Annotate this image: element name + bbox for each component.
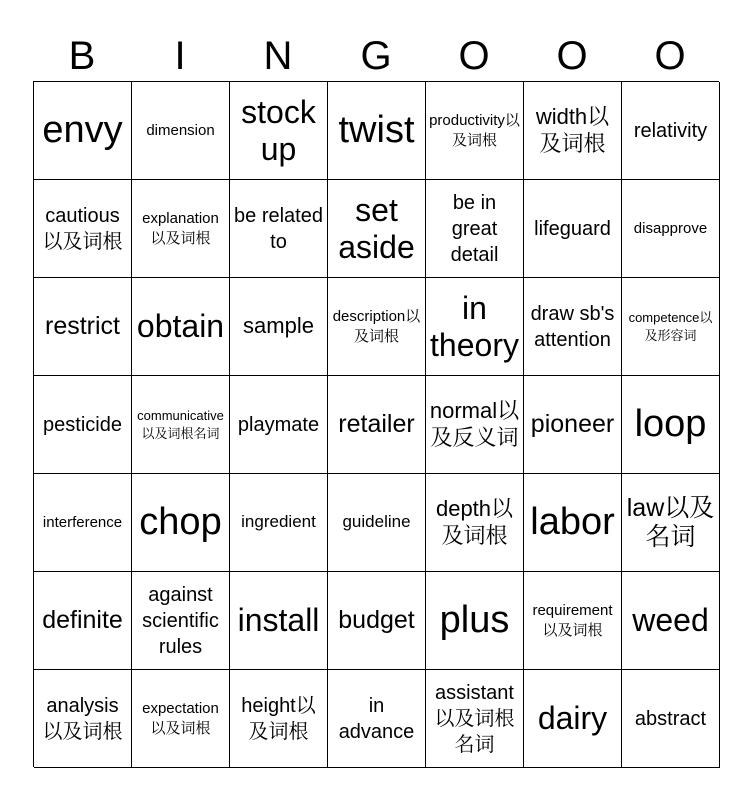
cell-text: be in great detail (450, 191, 499, 266)
cell-text: be related to (234, 204, 323, 253)
cell-text: normal以及反义词 (429, 398, 520, 450)
cell-text: width以及词根 (535, 104, 610, 156)
cell-text: ingredient (241, 512, 316, 532)
bingo-cell[interactable] (34, 180, 132, 278)
bingo-cell[interactable] (230, 572, 328, 670)
cell-text: twist (338, 108, 415, 151)
cell-text: competence以及形容词 (628, 309, 713, 343)
bingo-cell[interactable] (426, 474, 524, 572)
bingo-cell[interactable] (132, 376, 230, 474)
cell-text: description以及词根 (332, 308, 421, 345)
bingo-cell[interactable] (426, 180, 524, 278)
cell-text: law以及名词 (626, 493, 715, 551)
bingo-cell[interactable] (426, 278, 524, 376)
cell-text: in advance (338, 694, 415, 743)
bingo-cell[interactable] (622, 572, 720, 670)
cell-text: requirement以及词根 (532, 602, 613, 639)
header-letter-g: G (360, 34, 392, 78)
cell-text: dairy (537, 700, 608, 737)
cell-text: guideline (342, 512, 411, 532)
bingo-cell[interactable] (524, 572, 622, 670)
bingo-cell[interactable] (230, 82, 328, 180)
cell-text: install (237, 602, 320, 639)
cell-text: analysis以及词根 (42, 694, 123, 743)
bingo-header (33, 30, 719, 82)
bingo-cell[interactable] (132, 82, 230, 180)
bingo-cell[interactable] (328, 670, 426, 768)
bingo-cell[interactable] (524, 474, 622, 572)
bingo-cell[interactable] (34, 376, 132, 474)
cell-text: cautious以及词根 (42, 204, 123, 253)
bingo-cell[interactable] (524, 670, 622, 768)
cell-text: obtain (136, 308, 225, 345)
bingo-cell[interactable] (622, 278, 720, 376)
bingo-cell[interactable] (328, 180, 426, 278)
bingo-cell[interactable] (328, 82, 426, 180)
bingo-cell[interactable] (426, 670, 524, 768)
bingo-cell[interactable] (622, 376, 720, 474)
cell-text: budget (338, 606, 415, 635)
cell-text: envy (42, 108, 123, 151)
bingo-cell[interactable] (230, 180, 328, 278)
cell-text: stock up (241, 93, 316, 167)
bingo-cell[interactable] (230, 474, 328, 572)
bingo-cell[interactable] (328, 376, 426, 474)
bingo-cell[interactable] (426, 572, 524, 670)
header-letter-i: I (174, 34, 186, 78)
bingo-cell[interactable] (426, 376, 524, 474)
header-letter-o3: O (654, 34, 686, 78)
cell-text: pesticide (43, 413, 122, 436)
cell-text: chop (139, 500, 222, 543)
bingo-cell[interactable] (34, 82, 132, 180)
cell-text: disapprove (633, 219, 708, 237)
cell-text: definite (42, 606, 123, 635)
cell-text: restrict (45, 312, 120, 341)
cell-text: set aside (338, 191, 415, 265)
bingo-cell[interactable] (524, 180, 622, 278)
cell-text: assistant以及词根名词 (434, 681, 515, 756)
cell-text: sample (243, 313, 314, 339)
cell-text: depth以及词根 (435, 496, 514, 548)
cell-text: against scientific rules (142, 583, 219, 658)
header-letter-b: B (68, 34, 96, 78)
cell-text: weed (632, 602, 709, 639)
bingo-cell[interactable] (426, 82, 524, 180)
bingo-cell[interactable] (34, 572, 132, 670)
cell-text: draw sb's attention (530, 302, 615, 351)
cell-text: dimension (146, 121, 215, 139)
bingo-cell[interactable] (524, 278, 622, 376)
header-letter-o1: O (458, 34, 490, 78)
bingo-cell[interactable] (230, 376, 328, 474)
bingo-cell[interactable] (132, 572, 230, 670)
bingo-cell[interactable] (132, 278, 230, 376)
cell-text: labor (530, 500, 615, 543)
cell-text: retailer (338, 410, 415, 439)
bingo-cell[interactable] (622, 180, 720, 278)
cell-text: productivity以及词根 (429, 112, 520, 149)
bingo-cell[interactable] (230, 670, 328, 768)
bingo-cell[interactable] (328, 474, 426, 572)
cell-text: plus (439, 598, 510, 641)
cell-text: pioneer (530, 410, 615, 439)
cell-text: expectation以及词根 (142, 700, 219, 737)
cell-text: relativity (633, 119, 708, 142)
bingo-cell[interactable] (524, 82, 622, 180)
cell-text: communicative以及词根名词 (137, 407, 224, 441)
bingo-cell[interactable] (230, 278, 328, 376)
cell-text: interference (42, 513, 123, 531)
bingo-board (33, 81, 719, 767)
cell-text: explanation以及词根 (142, 210, 219, 247)
bingo-cell[interactable] (524, 376, 622, 474)
bingo-cell[interactable] (328, 278, 426, 376)
bingo-cell[interactable] (622, 82, 720, 180)
cell-text: lifeguard (534, 217, 611, 240)
bingo-cell[interactable] (34, 474, 132, 572)
bingo-cell[interactable] (34, 278, 132, 376)
bingo-cell[interactable] (34, 670, 132, 768)
cell-text: height以及词根 (241, 694, 316, 743)
header-letter-n: N (263, 34, 293, 78)
cell-text: in theory (430, 289, 519, 363)
cell-text: abstract (634, 707, 707, 730)
bingo-cell[interactable] (328, 572, 426, 670)
bingo-cell[interactable] (132, 474, 230, 572)
cell-text: playmate (237, 413, 320, 436)
bingo-cell[interactable] (622, 670, 720, 768)
bingo-cell[interactable] (622, 474, 720, 572)
bingo-cell[interactable] (132, 670, 230, 768)
bingo-cell[interactable] (132, 180, 230, 278)
header-letter-o2: O (556, 34, 588, 78)
cell-text: loop (634, 402, 707, 445)
